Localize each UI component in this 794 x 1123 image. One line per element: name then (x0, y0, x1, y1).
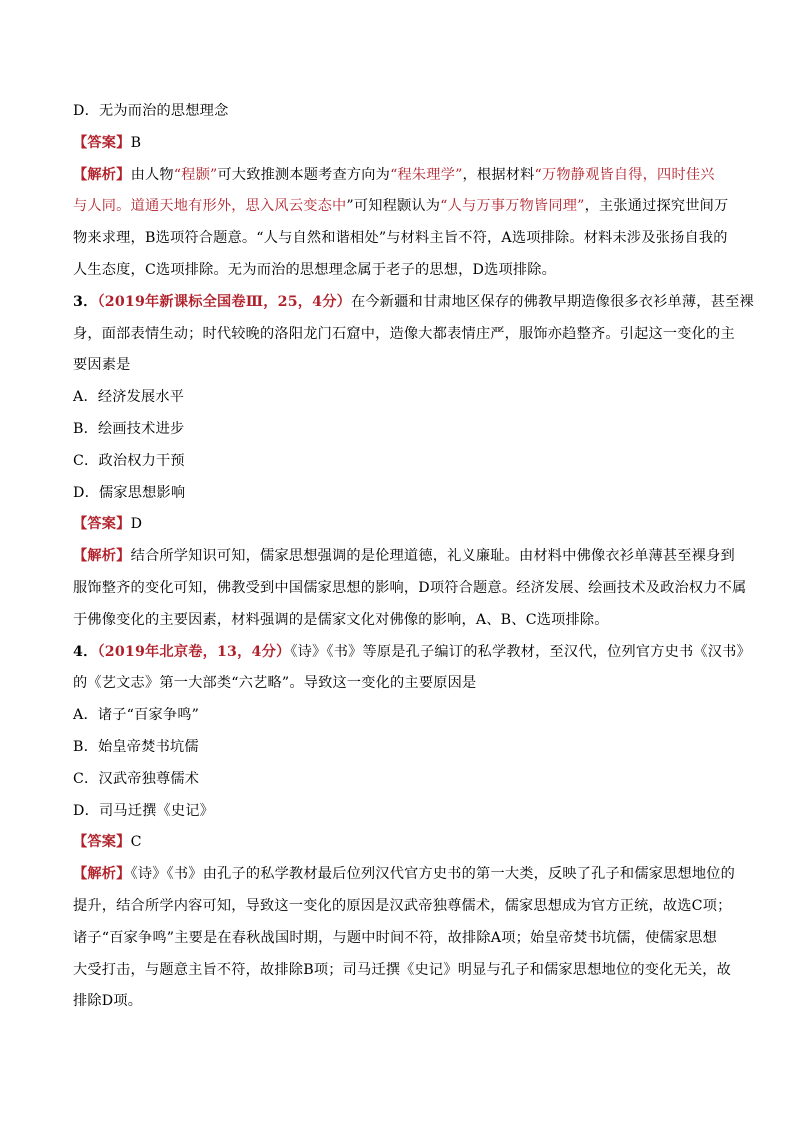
question-source: （2019年北京卷，13，4分） (97, 643, 291, 660)
analysis-text: ”可知程颢认为 (346, 198, 441, 215)
answer-tag: 【答案】 (73, 834, 131, 851)
document-page (73, 96, 754, 1018)
analysis-highlight: 与人同。道通天地有形外，思入风云变态中 (73, 198, 347, 215)
q2-analysis-line-1 (73, 160, 723, 192)
q3-stem-line-3: 要因素是 (73, 357, 131, 374)
q3-analysis-line-1 (73, 541, 735, 573)
question-number: 4． (73, 643, 98, 660)
answer-tag: 【答案】 (73, 134, 131, 151)
q4-analysis-line-5: 排除D项。 (73, 993, 143, 1010)
q2-analysis-line-2 (73, 191, 729, 223)
answer-value: C (130, 834, 142, 851)
q3-stem-line-1 (73, 287, 754, 319)
question-source: （2019年新课标全国卷Ⅲ，25，4分） (97, 293, 351, 310)
question-number: 3． (73, 293, 98, 310)
q3-option-d: D．儒家思想影响 (73, 484, 186, 501)
q4-answer (73, 827, 723, 859)
q4-stem-line-2: 的《艺文志》第一大部类“六艺略”。导致这一变化的主要原因是 (73, 675, 477, 692)
analysis-text: ，根据材料 (462, 166, 535, 183)
q4-analysis-line-4: 大受打击，与题意主旨不符，故排除B项；司马迁撰《史记》明显与孔子和儒家思想地位的变化无关，故 (73, 961, 732, 978)
answer-tag: 【答案】 (73, 516, 131, 533)
analysis-highlight: “程朱理学” (390, 166, 463, 183)
q3-option-c: C．政治权力干预 (73, 452, 185, 469)
q3-stem-line-2: 身，面部表情生动；时代较晚的洛阳龙门石窟中，造像大都表情庄严，服饰亦趋整齐。引起这一变化的主 (73, 325, 735, 342)
analysis-highlight: “程颢” (173, 166, 218, 183)
q3-option-b: B．绘画技术进步 (73, 420, 185, 437)
analysis-text: 可大致推测本题考查方向为 (217, 166, 391, 183)
analysis-highlight: “人与万事万物皆同理” (440, 198, 585, 215)
q2-analysis-line-3: 物来求理，B选项符合题意。“人与自然和谐相处”与材料主旨不符，A选项排除。材料未涉及张扬自我的 (73, 230, 728, 247)
q4-option-b: B．始皇帝焚书坑儒 (73, 738, 199, 755)
q4-option-a: A．诸子“百家争鸣” (73, 707, 200, 724)
analysis-text: 《诗》《书》由孔子的私学教材最后位列汉代官方史书的第一大类，反映了孔子和儒家思想地位的 (130, 866, 736, 883)
q4-stem-line-1 (73, 637, 751, 669)
q4-option-d: D．司马迁撰《史记》 (73, 802, 215, 819)
analysis-text: 由人物 (130, 166, 174, 183)
analysis-tag: 【解析】 (73, 166, 131, 183)
q4-option-c: C．汉武帝独尊儒术 (73, 770, 200, 787)
q4-analysis-line-1 (73, 859, 736, 891)
q2-analysis-line-4: 人生态度，C选项排除。无为而治的思想理念属于老子的思想，D选项排除。 (73, 261, 557, 278)
q3-option-a: A．经济发展水平 (73, 389, 185, 406)
q3-analysis-line-3: 于佛像变化的主要因素，材料强调的是儒家文化对佛像的影响，A、B、C选项排除。 (73, 611, 609, 628)
question-stem: 在今新疆和甘肃地区保存的佛教早期造像很多衣衫单薄，甚至裸 (351, 293, 754, 310)
analysis-text: 结合所学知识可知，儒家思想强调的是伦理道德，礼义廉耻。由材料中佛像衣衫单薄甚至裸身到 (130, 548, 735, 565)
answer-value: B (130, 134, 142, 151)
analysis-highlight: “万物静观皆自得，四时佳兴 (534, 166, 715, 183)
analysis-tag: 【解析】 (73, 866, 131, 883)
question-stem: 《诗》《书》等原是孔子编订的私学教材，至汉代，位列官方史书《汉书》 (290, 643, 751, 660)
q2-option-d: D．无为而治的思想理念 (73, 103, 229, 119)
answer-value: D (130, 516, 143, 533)
q3-analysis-line-2: 服饰整齐的变化可知，佛教受到中国儒家思想的影响，D项符合题意。经济发展、绘画技术及政治权力不属 (73, 579, 747, 596)
analysis-tag: 【解析】 (73, 548, 131, 565)
q3-answer (73, 509, 723, 541)
q4-analysis-line-3: 诸子“百家争鸣”主要是在春秋战国时期，与题中时间不符，故排除A项；始皇帝焚书坑儒，使儒家思想 (73, 929, 718, 946)
analysis-text: ，主张通过探究世间万 (584, 198, 729, 215)
q2-answer (73, 128, 723, 160)
q4-analysis-line-2: 提升，结合所学内容可知，导致这一变化的原因是汉武帝独尊儒术，儒家思想成为官方正统，故选C项； (73, 897, 732, 914)
